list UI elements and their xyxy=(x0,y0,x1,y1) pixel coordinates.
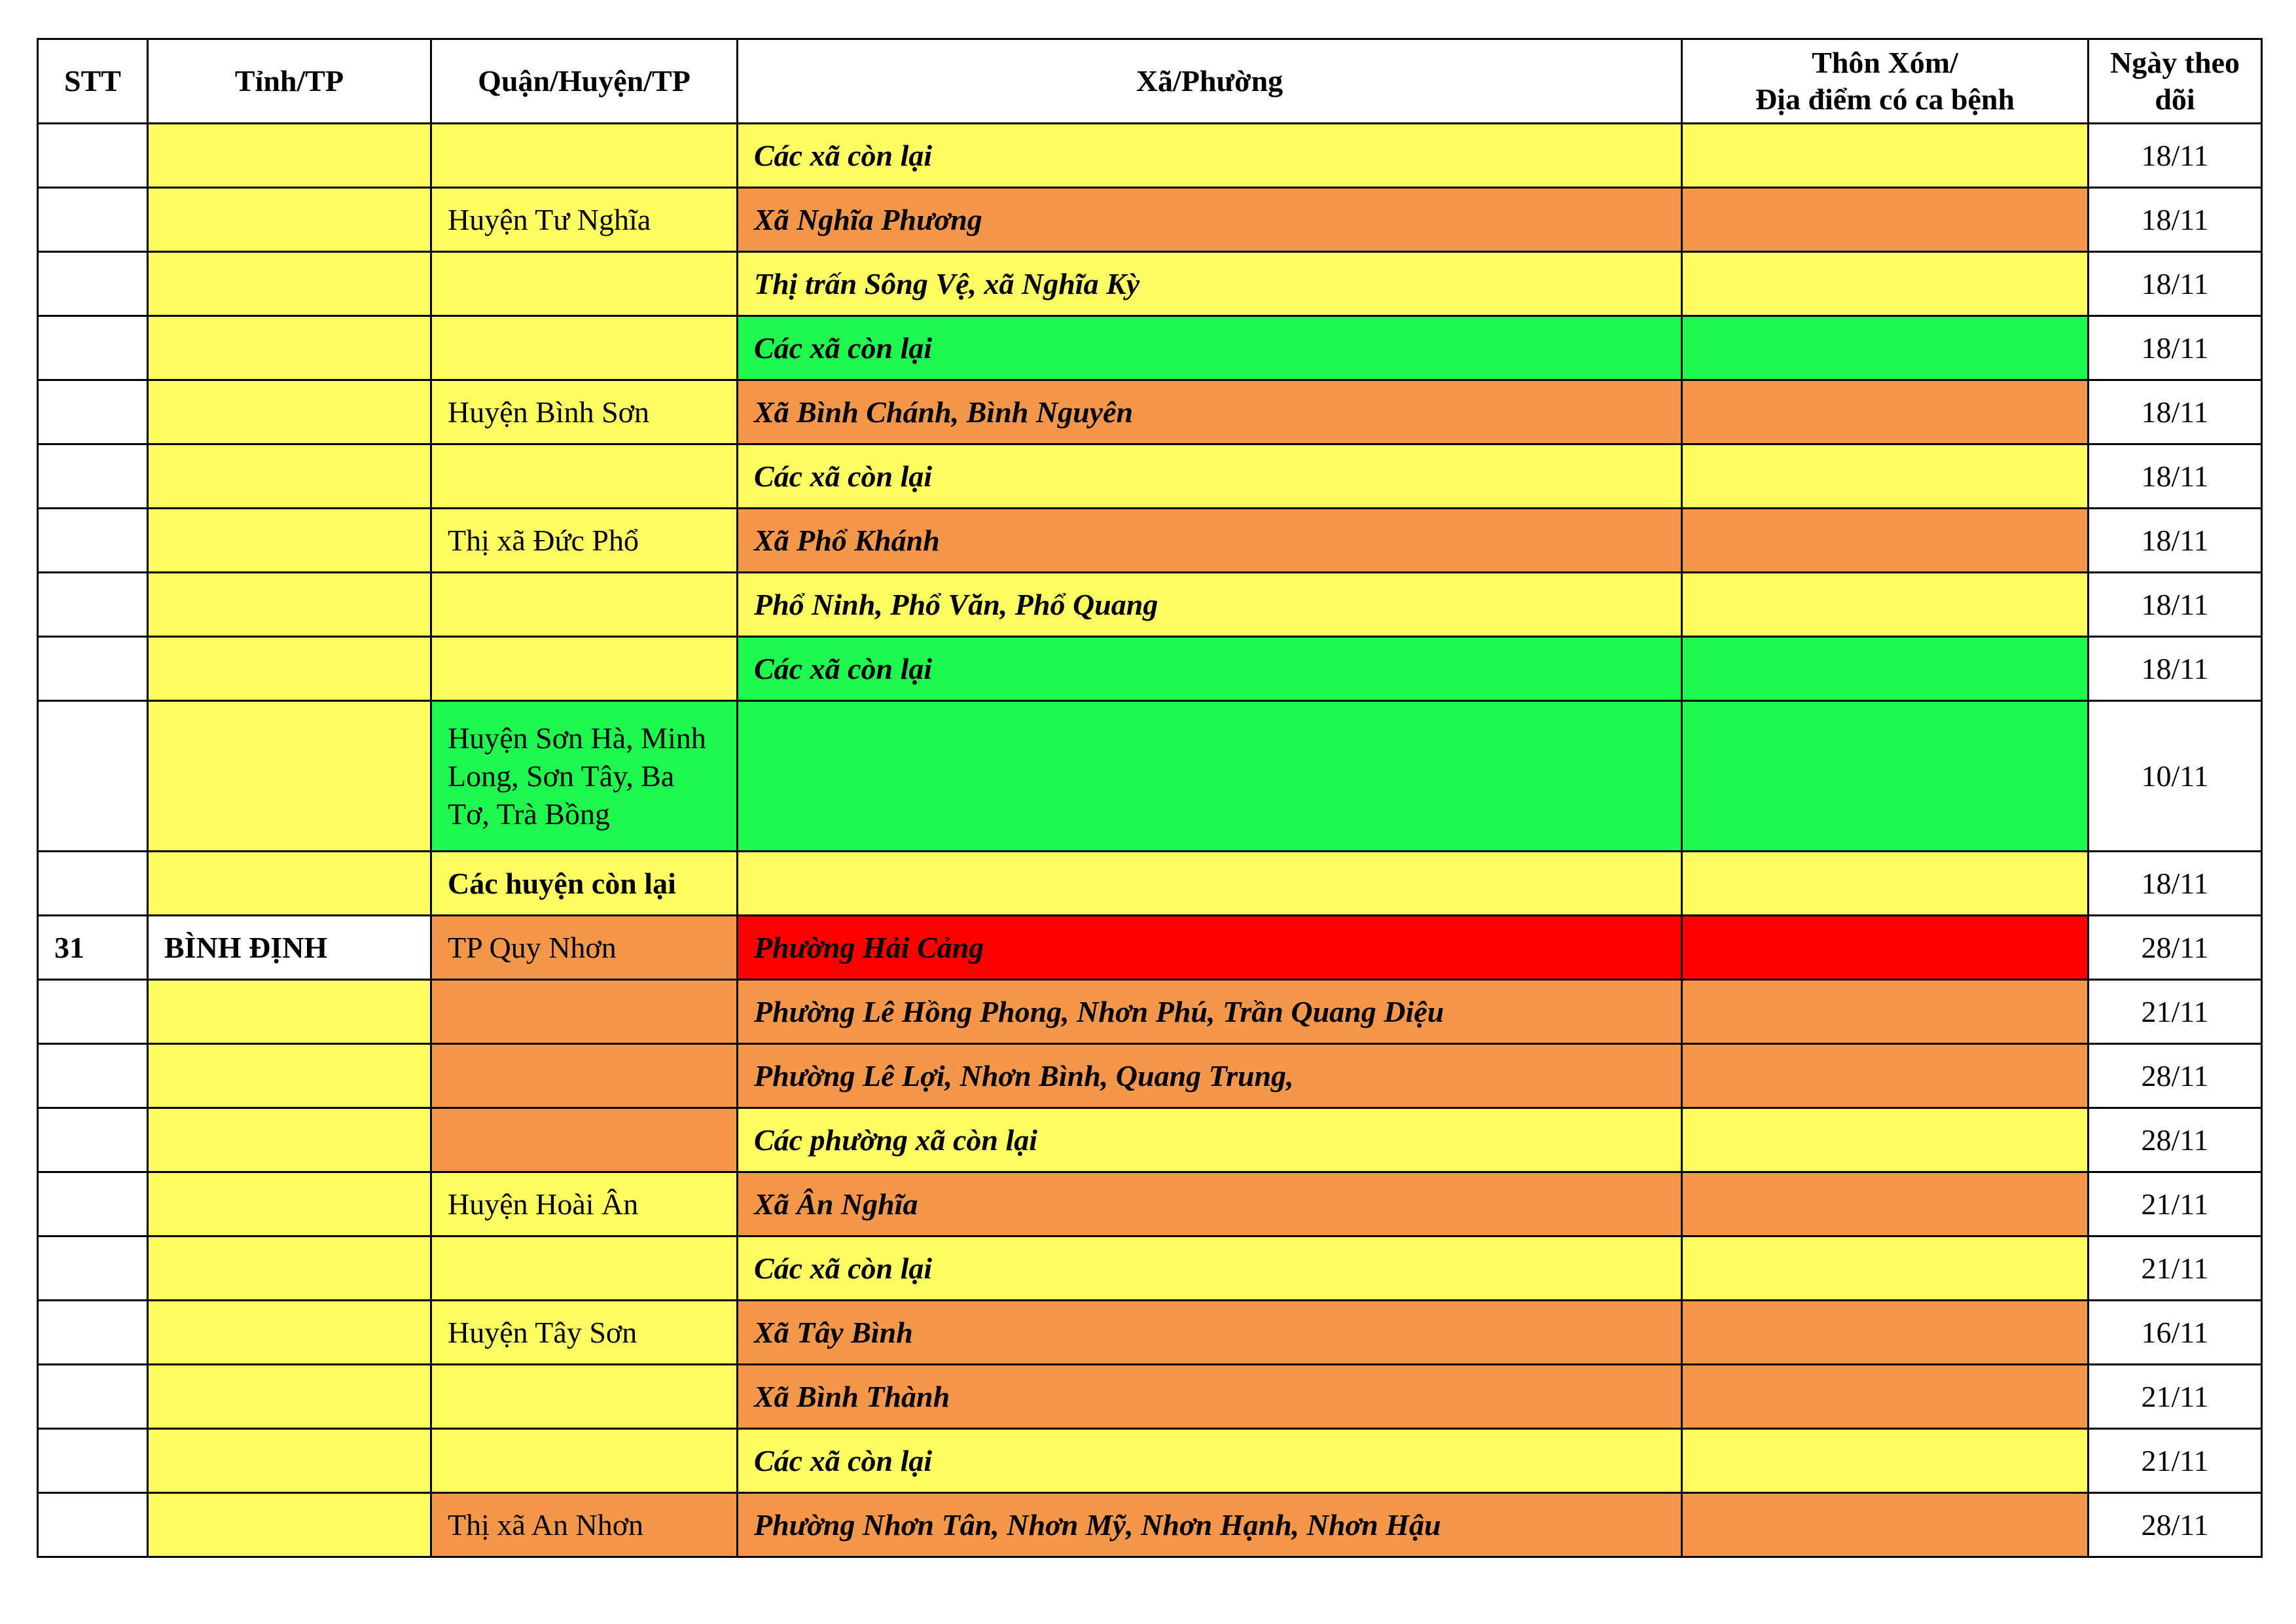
province-cell xyxy=(148,1493,431,1557)
table-row xyxy=(38,1172,2262,1236)
table-row xyxy=(38,637,2262,701)
stt-cell xyxy=(38,1108,148,1172)
district-cell: Các huyện còn lại xyxy=(431,852,738,916)
district-cell xyxy=(431,1044,738,1108)
village-cell xyxy=(1682,124,2089,188)
stt-cell xyxy=(38,980,148,1044)
stt-cell xyxy=(38,1429,148,1493)
ward-cell xyxy=(738,852,1682,916)
table-row xyxy=(38,509,2262,573)
ward-cell: Xã Nghĩa Phương xyxy=(738,188,1682,252)
district-cell: TP Quy Nhơn xyxy=(431,916,738,980)
ward-cell: Các xã còn lại xyxy=(738,1429,1682,1493)
header-district: Quận/Huyện/TP xyxy=(431,39,738,124)
header-village-line2: Địa điểm có ca bệnh xyxy=(1755,82,2015,116)
stt-cell xyxy=(38,1493,148,1557)
date-cell: 18/11 xyxy=(2089,444,2262,509)
date-cell: 28/11 xyxy=(2089,1493,2262,1557)
ward-cell: Các xã còn lại xyxy=(738,124,1682,188)
village-cell xyxy=(1682,701,2089,852)
village-cell xyxy=(1682,916,2089,980)
province-cell xyxy=(148,252,431,316)
header-ward: Xã/Phường xyxy=(738,39,1682,124)
district-cell: Thị xã An Nhơn xyxy=(431,1493,738,1557)
ward-cell: Xã Bình Thành xyxy=(738,1365,1682,1429)
ward-cell: Phường Lê Lợi, Nhơn Bình, Quang Trung, xyxy=(738,1044,1682,1108)
ward-cell: Thị trấn Sông Vệ, xã Nghĩa Kỳ xyxy=(738,252,1682,316)
stt-cell xyxy=(38,188,148,252)
province-cell xyxy=(148,444,431,509)
table-row xyxy=(38,380,2262,444)
district-cell xyxy=(431,124,738,188)
province-cell xyxy=(148,1365,431,1429)
ward-cell: Các phường xã còn lại xyxy=(738,1108,1682,1172)
date-cell: 21/11 xyxy=(2089,1365,2262,1429)
village-cell xyxy=(1682,852,2089,916)
ward-cell: Xã Ân Nghĩa xyxy=(738,1172,1682,1236)
district-cell xyxy=(431,252,738,316)
village-cell xyxy=(1682,188,2089,252)
header-date xyxy=(2089,39,2262,124)
table-row xyxy=(38,1236,2262,1301)
ward-cell xyxy=(738,701,1682,852)
district-cell: Huyện Bình Sơn xyxy=(431,380,738,444)
stt-cell xyxy=(38,1365,148,1429)
province-cell xyxy=(148,509,431,573)
province-cell xyxy=(148,1172,431,1236)
header-date-line2: dõi xyxy=(2155,82,2195,116)
stt-cell xyxy=(38,701,148,852)
date-cell: 18/11 xyxy=(2089,188,2262,252)
village-cell xyxy=(1682,1172,2089,1236)
date-cell: 18/11 xyxy=(2089,252,2262,316)
table-row xyxy=(38,701,2262,852)
province-cell xyxy=(148,637,431,701)
date-cell: 18/11 xyxy=(2089,637,2262,701)
district-cell: Huyện Tây Sơn xyxy=(431,1301,738,1365)
header-date-line1: Ngày theo xyxy=(2109,46,2240,79)
stt-cell xyxy=(38,380,148,444)
table-body xyxy=(38,124,2262,1557)
district-cell: Huyện Sơn Hà, Minh Long, Sơn Tây, Ba Tơ, Trà Bồng xyxy=(431,701,738,852)
stt-cell xyxy=(38,124,148,188)
table-row xyxy=(38,316,2262,380)
date-cell: 28/11 xyxy=(2089,916,2262,980)
table-row xyxy=(38,1429,2262,1493)
village-cell xyxy=(1682,1365,2089,1429)
table-row xyxy=(38,852,2262,916)
table-row xyxy=(38,1365,2262,1429)
village-cell xyxy=(1682,1044,2089,1108)
province-cell xyxy=(148,852,431,916)
stt-cell xyxy=(38,1301,148,1365)
province-cell xyxy=(148,573,431,637)
table-row xyxy=(38,1044,2262,1108)
ward-cell: Các xã còn lại xyxy=(738,1236,1682,1301)
table-row xyxy=(38,1493,2262,1557)
province-cell xyxy=(148,701,431,852)
date-cell: 28/11 xyxy=(2089,1108,2262,1172)
table-row xyxy=(38,573,2262,637)
date-cell: 18/11 xyxy=(2089,573,2262,637)
village-cell xyxy=(1682,637,2089,701)
ward-cell: Các xã còn lại xyxy=(738,637,1682,701)
stt-cell xyxy=(38,852,148,916)
ward-cell: Xã Bình Chánh, Bình Nguyên xyxy=(738,380,1682,444)
village-cell xyxy=(1682,1429,2089,1493)
ward-cell: Phường Nhơn Tân, Nhơn Mỹ, Nhơn Hạnh, Nhơn Hậu xyxy=(738,1493,1682,1557)
province-cell xyxy=(148,1236,431,1301)
stt-cell xyxy=(38,1236,148,1301)
village-cell xyxy=(1682,380,2089,444)
date-cell: 28/11 xyxy=(2089,1044,2262,1108)
ward-cell: Phổ Ninh, Phổ Văn, Phổ Quang xyxy=(738,573,1682,637)
province-cell xyxy=(148,980,431,1044)
village-cell xyxy=(1682,980,2089,1044)
village-cell xyxy=(1682,444,2089,509)
stt-cell xyxy=(38,509,148,573)
date-cell: 18/11 xyxy=(2089,380,2262,444)
ward-cell: Xã Phổ Khánh xyxy=(738,509,1682,573)
header-village-line1: Thôn Xóm/ xyxy=(1812,46,1958,79)
table-row xyxy=(38,252,2262,316)
header-stt: STT xyxy=(38,39,148,124)
table-row xyxy=(38,1108,2262,1172)
district-cell xyxy=(431,316,738,380)
stt-cell xyxy=(38,316,148,380)
province-cell xyxy=(148,1108,431,1172)
province-cell xyxy=(148,188,431,252)
district-cell xyxy=(431,980,738,1044)
province-cell xyxy=(148,380,431,444)
village-cell xyxy=(1682,1493,2089,1557)
district-cell xyxy=(431,573,738,637)
header-village xyxy=(1682,39,2089,124)
district-cell xyxy=(431,444,738,509)
district-cell xyxy=(431,1108,738,1172)
district-cell: Thị xã Đức Phổ xyxy=(431,509,738,573)
table-row xyxy=(38,188,2262,252)
village-cell xyxy=(1682,252,2089,316)
date-cell: 16/11 xyxy=(2089,1301,2262,1365)
district-cell xyxy=(431,637,738,701)
stt-cell xyxy=(38,573,148,637)
stt-cell xyxy=(38,444,148,509)
village-cell xyxy=(1682,1108,2089,1172)
table-row xyxy=(38,916,2262,980)
stt-cell xyxy=(38,252,148,316)
header-row xyxy=(38,39,2262,124)
table-row xyxy=(38,124,2262,188)
table-row xyxy=(38,1301,2262,1365)
date-cell: 18/11 xyxy=(2089,124,2262,188)
date-cell: 18/11 xyxy=(2089,852,2262,916)
province-cell: BÌNH ĐỊNH xyxy=(148,916,431,980)
header-province: Tỉnh/TP xyxy=(148,39,431,124)
tracking-table xyxy=(37,38,2263,1558)
village-cell xyxy=(1682,1301,2089,1365)
date-cell: 21/11 xyxy=(2089,1236,2262,1301)
date-cell: 18/11 xyxy=(2089,509,2262,573)
ward-cell: Phường Lê Hồng Phong, Nhơn Phú, Trần Quang Diệu xyxy=(738,980,1682,1044)
province-cell xyxy=(148,1429,431,1493)
village-cell xyxy=(1682,316,2089,380)
ward-cell: Các xã còn lại xyxy=(738,316,1682,380)
district-cell xyxy=(431,1236,738,1301)
date-cell: 21/11 xyxy=(2089,1172,2262,1236)
date-cell: 21/11 xyxy=(2089,980,2262,1044)
stt-cell xyxy=(38,637,148,701)
district-cell xyxy=(431,1429,738,1493)
date-cell: 18/11 xyxy=(2089,316,2262,380)
province-cell xyxy=(148,124,431,188)
date-cell: 10/11 xyxy=(2089,701,2262,852)
district-cell xyxy=(431,1365,738,1429)
village-cell xyxy=(1682,1236,2089,1301)
table-row xyxy=(38,980,2262,1044)
ward-cell: Phường Hải Cảng xyxy=(738,916,1682,980)
district-cell: Huyện Hoài Ân xyxy=(431,1172,738,1236)
province-cell xyxy=(148,1301,431,1365)
village-cell xyxy=(1682,573,2089,637)
stt-cell xyxy=(38,1044,148,1108)
ward-cell: Xã Tây Bình xyxy=(738,1301,1682,1365)
district-cell: Huyện Tư Nghĩa xyxy=(431,188,738,252)
stt-cell: 31 xyxy=(38,916,148,980)
village-cell xyxy=(1682,509,2089,573)
table-row xyxy=(38,444,2262,509)
ward-cell: Các xã còn lại xyxy=(738,444,1682,509)
province-cell xyxy=(148,316,431,380)
stt-cell xyxy=(38,1172,148,1236)
date-cell: 21/11 xyxy=(2089,1429,2262,1493)
province-cell xyxy=(148,1044,431,1108)
